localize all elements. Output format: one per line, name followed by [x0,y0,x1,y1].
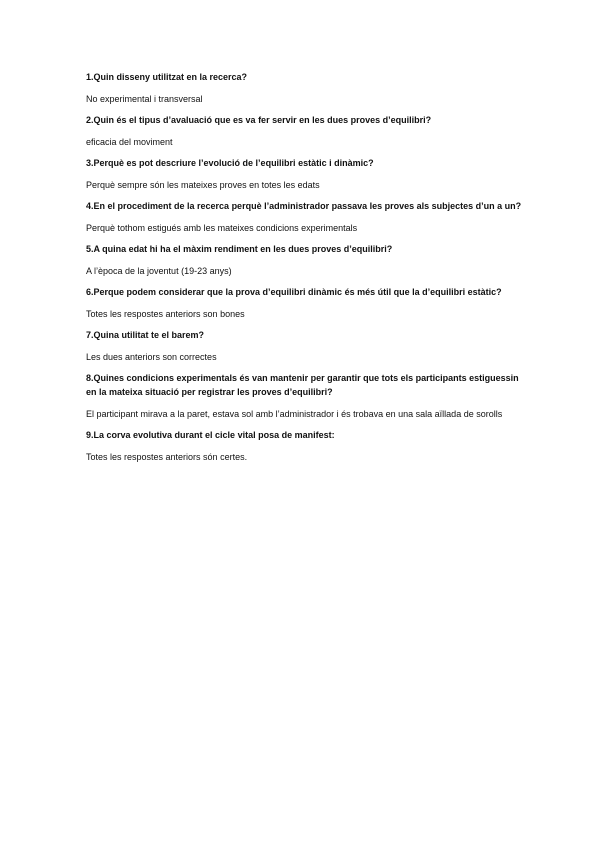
question-7: 7.Quina utilitat te el barem? [86,330,205,340]
question-1: 1.Quin disseny utilitzat en la recerca? [86,72,248,82]
question-9: 9.La corva evolutiva durant el cicle vital posa de manifest: [86,430,335,440]
answer-1: No experimental i transversal [86,94,203,104]
question-3: 3.Perquè es pot descriure l’evolució de l’equilibri estàtic i dinàmic? [86,158,374,168]
question-8: 8.Quines condicions experimentals és van mantenir per garantir que tots els participants estiguessin en la mateixa situació per registrar les proves d’equilibri? [86,373,519,397]
answer-7: Les dues anteriors son correctes [86,352,217,362]
qa-item-2 [86,113,526,149]
qa-item-1 [86,70,526,106]
question-6: 6.Perque podem considerar que la prova d’equilibri dinàmic és més útil que la d’equilibri estàtic? [86,287,502,297]
answer-2: eficacia del moviment [86,137,173,147]
answer-3: Perquè sempre són les mateixes proves en totes les edats [86,180,320,190]
qa-item-4 [86,199,526,235]
answer-9: Totes les respostes anteriors són certes. [86,452,248,462]
question-2: 2.Quin és el tipus d’avaluació que es va fer servir en les dues proves d’equilibri? [86,115,432,125]
qa-item-7 [86,328,526,364]
answer-4: Perquè tothom estigués amb les mateixes condicions experimentals [86,223,358,233]
question-5: 5.A quina edat hi ha el màxim rendiment en les dues proves d’equilibri? [86,244,393,254]
qa-item-9 [86,428,526,464]
answer-6: Totes les respostes anteriors son bones [86,309,245,319]
document-page [86,70,526,471]
answer-8: El participant mirava a la paret, estava sol amb l’administrador i és trobava en una sala aïllada de sorolls [86,409,503,419]
qa-item-8 [86,371,526,421]
qa-item-6 [86,285,526,321]
answer-5: A l’època de la joventut (19-23 anys) [86,266,232,276]
qa-item-5 [86,242,526,278]
question-4: 4.En el procediment de la recerca perquè l’administrador passava les proves als subjectes d’un a un? [86,201,522,211]
qa-item-3 [86,156,526,192]
